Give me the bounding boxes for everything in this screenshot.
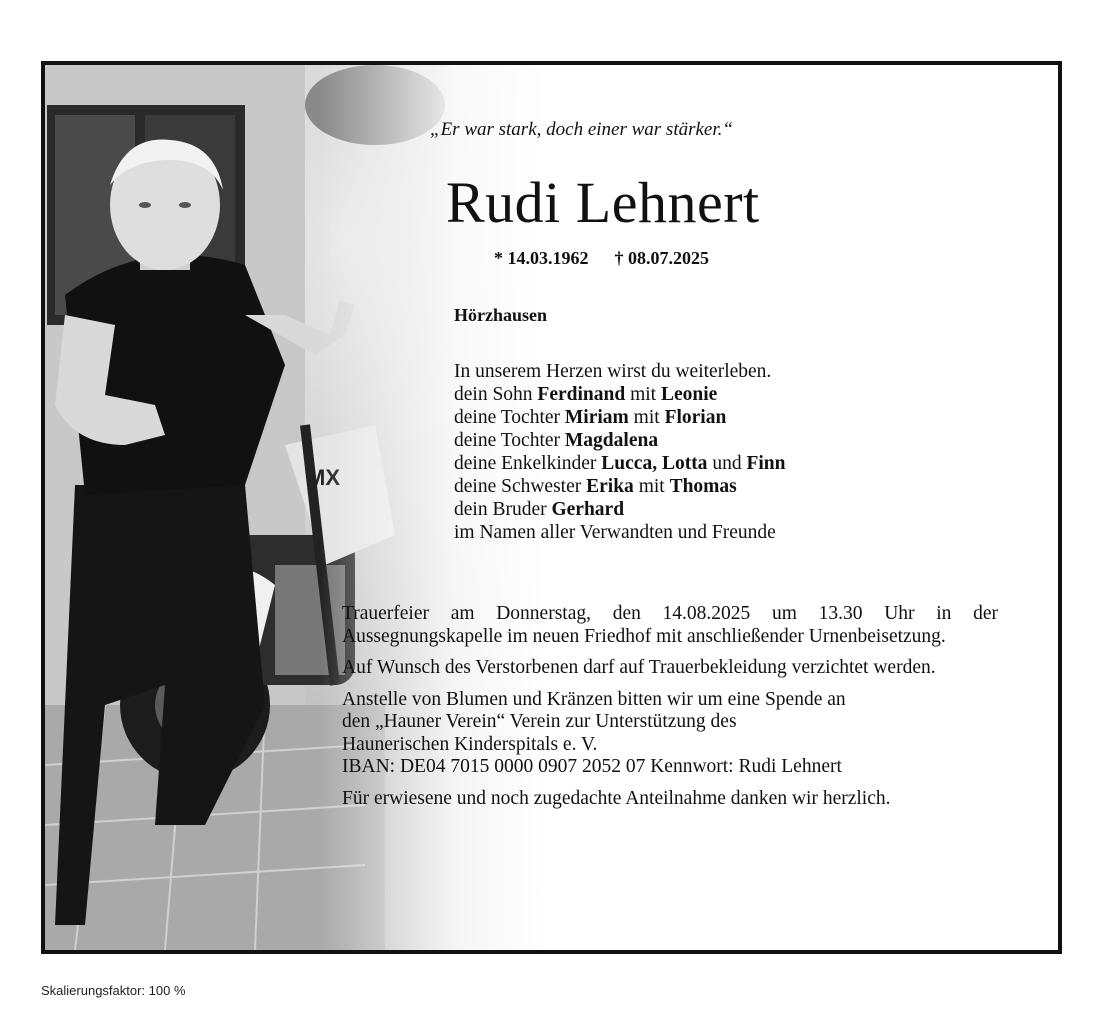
family-line: deine Enkelkinder Lucca, Lotta und Finn [454,453,786,474]
family-line: dein Bruder Gerhard [454,499,625,520]
thanks: Für erwiesene und noch zugedachte Anteilnahme danken wir herzlich. [342,787,891,809]
obituary-notice [41,61,1062,954]
place-name: Hörzhausen [454,305,548,325]
birth-date: * 14.03.1962 [494,248,589,268]
death-date: † 08.07.2025 [614,248,709,268]
funeral-info: Trauerfeier am Donnerstag, den 14.08.2025 um 13.30 Uhr in der Aussegnungskapelle im neuen Friedhof mit anschließender Urnenbeisetzung. [342,603,998,647]
donation-info: Anstelle von Blumen und Kränzen bitten wir um eine Spende an den „Hauner Verein“ Verein zur Unterstützung des Haunerischen Kinderspitals e. V. IBAN: DE04 7015 0000 0907 2052 07 Kennwort: Rudi Lehnert [342,688,846,777]
scale-factor-label: Skalierungsfaktor: 100 % [41,983,186,998]
family-intro: In unserem Herzen wirst du weiterleben. [454,361,772,382]
mourners-list [454,360,785,544]
deceased-name: Rudi Lehnert [446,170,760,235]
dress-info: Auf Wunsch des Verstorbenen darf auf Trauerbekleidung verzichtet werden. [342,657,936,678]
life-dates [494,248,709,269]
family-line: dein Sohn Ferdinand mit Leonie [454,384,718,405]
quote: „Er war stark, doch einer war stärker.“ [430,119,733,140]
family-outro: im Namen aller Verwandten und Freunde [454,522,776,543]
family-line: deine Schwester Erika mit Thomas [454,476,737,497]
iban: IBAN: DE04 7015 0000 0907 2052 07 Kennwort: Rudi Lehnert [342,756,842,777]
family-line: deine Tochter Miriam mit Florian [454,407,727,428]
notice-body [342,603,998,819]
family-line: deine Tochter Magdalena [454,430,659,451]
